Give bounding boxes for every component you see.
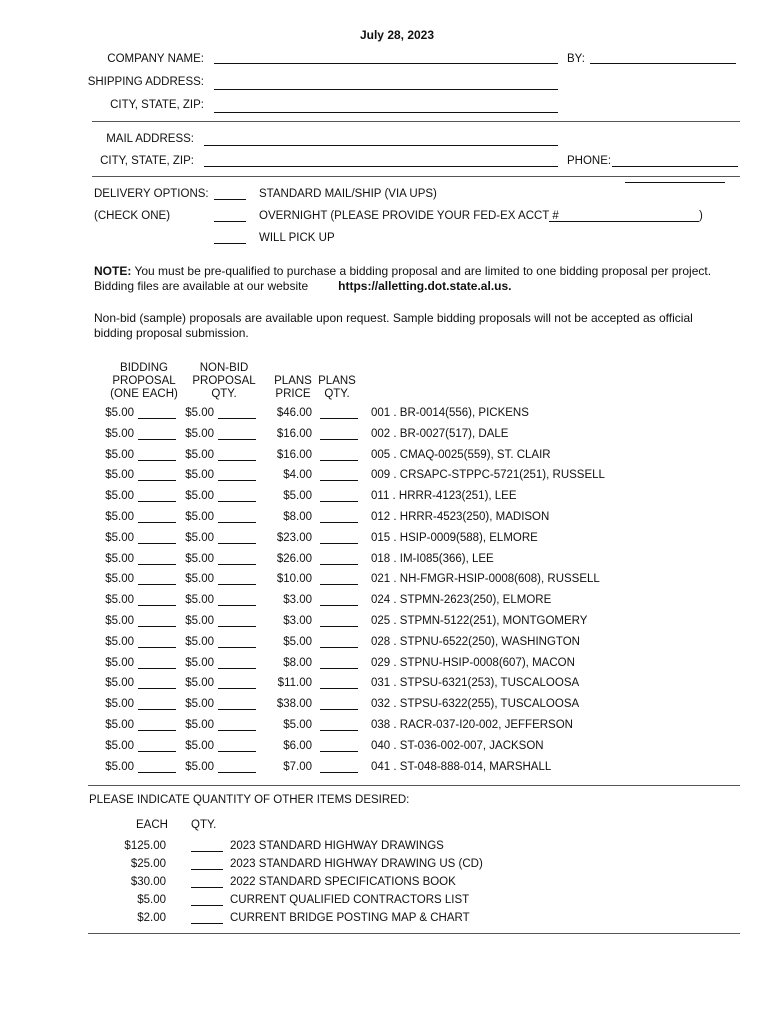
bidding-qty-field[interactable] bbox=[138, 584, 176, 585]
plans-qty-field[interactable] bbox=[320, 584, 358, 585]
bidding-qty-field[interactable] bbox=[138, 418, 176, 419]
list-item bbox=[0, 876, 770, 896]
shipping-address-field[interactable] bbox=[214, 89, 558, 90]
bidding-price: $5.00 bbox=[105, 469, 134, 482]
bidding-price: $5.00 bbox=[105, 594, 134, 607]
table-row bbox=[0, 657, 770, 677]
nonbid-qty-field[interactable] bbox=[218, 418, 256, 419]
project-name: 005 . CMAQ-0025(559), ST. CLAIR bbox=[371, 448, 551, 461]
nonbid-price: $5.00 bbox=[185, 469, 214, 482]
project-name: 001 . BR-0014(556), PICKENS bbox=[371, 407, 529, 419]
item-price: $25.00 bbox=[130, 858, 166, 870]
mail-address-field[interactable] bbox=[204, 145, 558, 146]
plans-qty-field[interactable] bbox=[320, 564, 358, 565]
check-one-label: (CHECK ONE) bbox=[94, 210, 171, 222]
plans-qty-field[interactable] bbox=[320, 626, 358, 627]
plans-qty-field[interactable] bbox=[320, 439, 358, 440]
plans-price: $10.00 bbox=[276, 573, 312, 586]
nonbid-price: $5.00 bbox=[185, 573, 214, 586]
project-name: 040 . ST-036-002-007, JACKSON bbox=[371, 739, 544, 752]
plans-price: $16.00 bbox=[276, 427, 312, 440]
nonbid-qty-field[interactable] bbox=[218, 605, 256, 606]
header-bidding-line3: (ONE EACH) bbox=[110, 388, 178, 400]
table-row bbox=[0, 594, 770, 614]
project-name: 018 . IM-I085(366), LEE bbox=[371, 552, 494, 565]
table-row bbox=[0, 740, 770, 760]
plans-price: $7.00 bbox=[283, 760, 312, 773]
nonbid-price: $5.00 bbox=[185, 739, 214, 752]
item-price: $30.00 bbox=[130, 876, 166, 888]
bidding-qty-field[interactable] bbox=[138, 605, 176, 606]
list-item bbox=[0, 894, 770, 914]
bidding-price: $5.00 bbox=[105, 448, 134, 461]
mail-address-label: MAIL ADDRESS: bbox=[106, 133, 194, 145]
nonbid-qty-field[interactable] bbox=[218, 668, 256, 669]
item-name: 2023 STANDARD HIGHWAY DRAWING US (CD) bbox=[230, 858, 483, 870]
delivery-option-standard-blank[interactable] bbox=[214, 199, 246, 200]
project-name: 002 . BR-0027(517), DALE bbox=[371, 427, 509, 440]
plans-price: $8.00 bbox=[283, 656, 312, 669]
item-qty-field[interactable] bbox=[191, 923, 223, 924]
by-label: BY: bbox=[567, 53, 585, 65]
shipping-city-state-zip-field[interactable] bbox=[214, 112, 558, 113]
table-row bbox=[0, 511, 770, 531]
item-price: $5.00 bbox=[137, 894, 166, 906]
plans-price: $5.00 bbox=[283, 719, 312, 731]
table-row bbox=[0, 532, 770, 552]
bidding-price: $5.00 bbox=[105, 427, 134, 440]
bidding-qty-field[interactable] bbox=[138, 480, 176, 481]
bidding-qty-field[interactable] bbox=[138, 522, 176, 523]
plans-qty-field[interactable] bbox=[320, 460, 358, 461]
bidding-price: $5.00 bbox=[105, 677, 134, 690]
item-name: 2023 STANDARD HIGHWAY DRAWINGS bbox=[230, 840, 444, 852]
plans-price: $4.00 bbox=[283, 469, 312, 482]
bidding-price: $5.00 bbox=[105, 719, 134, 731]
header-bidding-proposal bbox=[100, 362, 188, 401]
note-label: NOTE: bbox=[94, 264, 132, 278]
bidding-price: $5.00 bbox=[105, 698, 134, 711]
plans-qty-field[interactable] bbox=[320, 709, 358, 710]
nonbid-price: $5.00 bbox=[185, 615, 214, 627]
table-row bbox=[0, 698, 770, 718]
plans-price: $46.00 bbox=[276, 407, 312, 419]
delivery-option-overnight-blank[interactable] bbox=[214, 221, 246, 222]
plans-qty-field[interactable] bbox=[320, 522, 358, 523]
nonbid-qty-field[interactable] bbox=[218, 751, 256, 752]
list-item bbox=[0, 912, 770, 932]
delivery-option-pickup: WILL PICK UP bbox=[259, 232, 335, 244]
item-qty-field[interactable] bbox=[191, 869, 223, 870]
note-text: You must be pre-qualified to purchase a bidding proposal and are limited to one bidding proposal per project. Bidding files are available at our website bbox=[94, 264, 712, 293]
header-nonbid-line2: PROPOSAL bbox=[192, 375, 256, 387]
bidding-qty-field[interactable] bbox=[138, 730, 176, 731]
bidding-price: $5.00 bbox=[105, 490, 134, 503]
project-name: 021 . NH-FMGR-HSIP-0008(608), RUSSELL bbox=[371, 573, 600, 586]
website-link[interactable]: https://alletting.dot.state.al.us. bbox=[338, 279, 512, 293]
each-label: EACH bbox=[136, 819, 168, 831]
table-row bbox=[0, 407, 770, 427]
project-name: 038 . RACR-037-I20-002, JEFFERSON bbox=[371, 719, 573, 731]
list-item bbox=[0, 858, 770, 878]
section-divider bbox=[92, 121, 740, 122]
nonbid-price: $5.00 bbox=[185, 552, 214, 565]
plans-price: $26.00 bbox=[276, 552, 312, 565]
item-qty-field[interactable] bbox=[191, 851, 223, 852]
item-price: $125.00 bbox=[124, 840, 166, 852]
bidding-qty-field[interactable] bbox=[138, 626, 176, 627]
nonbid-qty-field[interactable] bbox=[218, 709, 256, 710]
mail-city-state-zip-field[interactable] bbox=[204, 166, 558, 167]
nonbid-qty-field[interactable] bbox=[218, 772, 256, 773]
plans-price: $8.00 bbox=[283, 511, 312, 523]
nonbid-price: $5.00 bbox=[185, 594, 214, 607]
project-name: 012 . HRRR-4523(250), MADISON bbox=[371, 511, 550, 523]
bidding-qty-field[interactable] bbox=[138, 501, 176, 502]
project-name: 032 . STPSU-6322(255), TUSCALOOSA bbox=[371, 698, 580, 711]
header-plans-price bbox=[268, 375, 318, 401]
nonbid-price: $5.00 bbox=[185, 635, 214, 648]
company-name-field[interactable] bbox=[214, 63, 558, 64]
item-price: $2.00 bbox=[137, 912, 166, 924]
delivery-option-pickup-blank[interactable] bbox=[214, 243, 246, 244]
bidding-price: $5.00 bbox=[105, 531, 134, 544]
mail-city-state-zip-label: CITY, STATE, ZIP: bbox=[100, 155, 194, 167]
bidding-qty-field[interactable] bbox=[138, 668, 176, 669]
table-row bbox=[0, 428, 770, 448]
bidding-price: $5.00 bbox=[105, 407, 134, 419]
header-bidding-line1: BIDDING bbox=[120, 362, 168, 374]
by-field[interactable] bbox=[590, 63, 736, 64]
section-divider-2 bbox=[92, 176, 740, 177]
project-name: 025 . STPMN-5122(251), MONTGOMERY bbox=[371, 615, 588, 627]
section-divider-4 bbox=[88, 933, 740, 934]
nonbid-price: $5.00 bbox=[185, 698, 214, 711]
nonbid-price: $5.00 bbox=[185, 760, 214, 773]
plans-qty-field[interactable] bbox=[320, 730, 358, 731]
delivery-option-overnight-close: ) bbox=[699, 210, 703, 222]
header-plans-qty-line1: PLANS bbox=[318, 375, 356, 387]
qty-label: QTY. bbox=[191, 819, 217, 831]
plans-qty-field[interactable] bbox=[320, 668, 358, 669]
plans-qty-field[interactable] bbox=[320, 688, 358, 689]
item-name: CURRENT QUALIFIED CONTRACTORS LIST bbox=[230, 894, 470, 906]
extra-line bbox=[625, 182, 725, 183]
header-bidding-line2: PROPOSAL bbox=[112, 375, 176, 387]
nonbid-price: $5.00 bbox=[185, 677, 214, 690]
plans-price: $3.00 bbox=[283, 615, 312, 627]
header-nonbid-line1: NON-BID bbox=[199, 362, 249, 374]
plans-qty-field[interactable] bbox=[320, 772, 358, 773]
nonbid-qty-field[interactable] bbox=[218, 647, 256, 648]
header-nonbid-proposal bbox=[184, 362, 264, 401]
table-row bbox=[0, 469, 770, 489]
nonbid-qty-field[interactable] bbox=[218, 626, 256, 627]
bidding-qty-field[interactable] bbox=[138, 439, 176, 440]
nonbid-price: $5.00 bbox=[185, 531, 214, 544]
bidding-price: $5.00 bbox=[105, 635, 134, 648]
project-name: 029 . STPNU-HSIP-0008(607), MACON bbox=[371, 656, 575, 669]
fedex-account-field[interactable] bbox=[549, 221, 699, 222]
delivery-options-label: DELIVERY OPTIONS: bbox=[94, 188, 209, 200]
nonbid-qty-field[interactable] bbox=[218, 543, 256, 544]
table-row bbox=[0, 761, 770, 781]
item-name: 2022 STANDARD SPECIFICATIONS BOOK bbox=[230, 876, 456, 888]
bidding-qty-field[interactable] bbox=[138, 709, 176, 710]
project-name: 009 . CRSAPC-STPPC-5721(251), RUSSELL bbox=[371, 469, 605, 482]
plans-price: $3.00 bbox=[283, 594, 312, 607]
nonbid-qty-field[interactable] bbox=[218, 564, 256, 565]
bidding-price: $5.00 bbox=[105, 573, 134, 586]
table-row bbox=[0, 449, 770, 469]
header-nonbid-line3: QTY. bbox=[211, 388, 237, 400]
nonbid-qty-field[interactable] bbox=[218, 501, 256, 502]
phone-label: PHONE: bbox=[567, 155, 612, 167]
plans-price: $5.00 bbox=[283, 490, 312, 503]
table-row bbox=[0, 490, 770, 510]
nonbid-qty-field[interactable] bbox=[218, 688, 256, 689]
header-plans-price-line1: PLANS bbox=[274, 375, 312, 387]
table-row bbox=[0, 553, 770, 573]
header-plans-qty-line2: QTY. bbox=[324, 388, 350, 400]
table-row bbox=[0, 719, 770, 739]
plans-price: $6.00 bbox=[283, 739, 312, 752]
project-name: 041 . ST-048-888-014, MARSHALL bbox=[371, 760, 552, 773]
plans-qty-field[interactable] bbox=[320, 647, 358, 648]
plans-qty-field[interactable] bbox=[320, 501, 358, 502]
document-date: July 28, 2023 bbox=[359, 28, 435, 42]
plans-price: $16.00 bbox=[276, 448, 312, 461]
plans-qty-field[interactable] bbox=[320, 751, 358, 752]
bidding-qty-field[interactable] bbox=[138, 543, 176, 544]
bidding-price: $5.00 bbox=[105, 615, 134, 627]
nonbid-note: Non-bid (sample) proposals are available upon request. Sample bidding proposals will not be accepted as official bidding proposal submission. bbox=[94, 311, 693, 340]
phone-field[interactable] bbox=[612, 166, 738, 167]
nonbid-price: $5.00 bbox=[185, 448, 214, 461]
plans-price: $5.00 bbox=[283, 635, 312, 648]
project-name: 011 . HRRR-4123(251), LEE bbox=[371, 490, 517, 503]
table-row bbox=[0, 615, 770, 635]
bidding-qty-field[interactable] bbox=[138, 751, 176, 752]
nonbid-price: $5.00 bbox=[185, 490, 214, 503]
bidding-price: $5.00 bbox=[105, 739, 134, 752]
plans-price: $11.00 bbox=[277, 677, 312, 690]
other-items-heading: PLEASE INDICATE QUANTITY OF OTHER ITEMS DESIRED: bbox=[89, 794, 410, 806]
plans-qty-field[interactable] bbox=[320, 605, 358, 606]
city-state-zip-label: CITY, STATE, ZIP: bbox=[110, 99, 204, 111]
bidding-price: $5.00 bbox=[105, 511, 134, 523]
bidding-price: $5.00 bbox=[105, 760, 134, 773]
bidding-qty-field[interactable] bbox=[138, 688, 176, 689]
item-qty-field[interactable] bbox=[191, 905, 223, 906]
header-plans-qty bbox=[314, 375, 360, 401]
project-name: 015 . HSIP-0009(588), ELMORE bbox=[371, 531, 538, 544]
table-row bbox=[0, 677, 770, 697]
bidding-price: $5.00 bbox=[105, 552, 134, 565]
section-divider-3 bbox=[88, 785, 740, 786]
nonbid-qty-field[interactable] bbox=[218, 730, 256, 731]
nonbid-price: $5.00 bbox=[185, 511, 214, 523]
project-name: 028 . STPNU-6522(250), WASHINGTON bbox=[371, 635, 580, 648]
item-name: CURRENT BRIDGE POSTING MAP & CHART bbox=[230, 912, 470, 924]
nonbid-price: $5.00 bbox=[185, 719, 214, 731]
header-plans-price-line2: PRICE bbox=[275, 388, 311, 400]
plans-qty-field[interactable] bbox=[320, 480, 358, 481]
list-item bbox=[0, 840, 770, 860]
delivery-option-overnight: OVERNIGHT (PLEASE PROVIDE YOUR FED-EX ACCT # bbox=[259, 210, 559, 222]
nonbid-qty-field[interactable] bbox=[218, 584, 256, 585]
nonbid-qty-field[interactable] bbox=[218, 480, 256, 481]
nonbid-qty-field[interactable] bbox=[218, 439, 256, 440]
plans-price: $38.00 bbox=[276, 698, 312, 711]
delivery-option-standard: STANDARD MAIL/SHIP (VIA UPS) bbox=[259, 188, 437, 200]
bidding-price: $5.00 bbox=[105, 656, 134, 669]
plans-qty-field[interactable] bbox=[320, 543, 358, 544]
company-name-label: COMPANY NAME: bbox=[107, 53, 204, 65]
nonbid-price: $5.00 bbox=[185, 407, 214, 419]
bidding-qty-field[interactable] bbox=[138, 460, 176, 461]
item-qty-field[interactable] bbox=[191, 887, 223, 888]
table-row bbox=[0, 636, 770, 656]
project-name: 024 . STPMN-2623(250), ELMORE bbox=[371, 594, 552, 607]
nonbid-qty-field[interactable] bbox=[218, 460, 256, 461]
project-name: 031 . STPSU-6321(253), TUSCALOOSA bbox=[371, 677, 580, 690]
bidding-qty-field[interactable] bbox=[138, 564, 176, 565]
plans-qty-field[interactable] bbox=[320, 418, 358, 419]
note-paragraph bbox=[94, 264, 714, 294]
plans-price: $23.00 bbox=[276, 531, 312, 544]
nonbid-qty-field[interactable] bbox=[218, 522, 256, 523]
table-row bbox=[0, 573, 770, 593]
bidding-qty-field[interactable] bbox=[138, 647, 176, 648]
nonbid-price: $5.00 bbox=[185, 656, 214, 669]
shipping-address-label: SHIPPING ADDRESS: bbox=[87, 76, 204, 88]
bidding-qty-field[interactable] bbox=[138, 772, 176, 773]
nonbid-price: $5.00 bbox=[185, 427, 214, 440]
